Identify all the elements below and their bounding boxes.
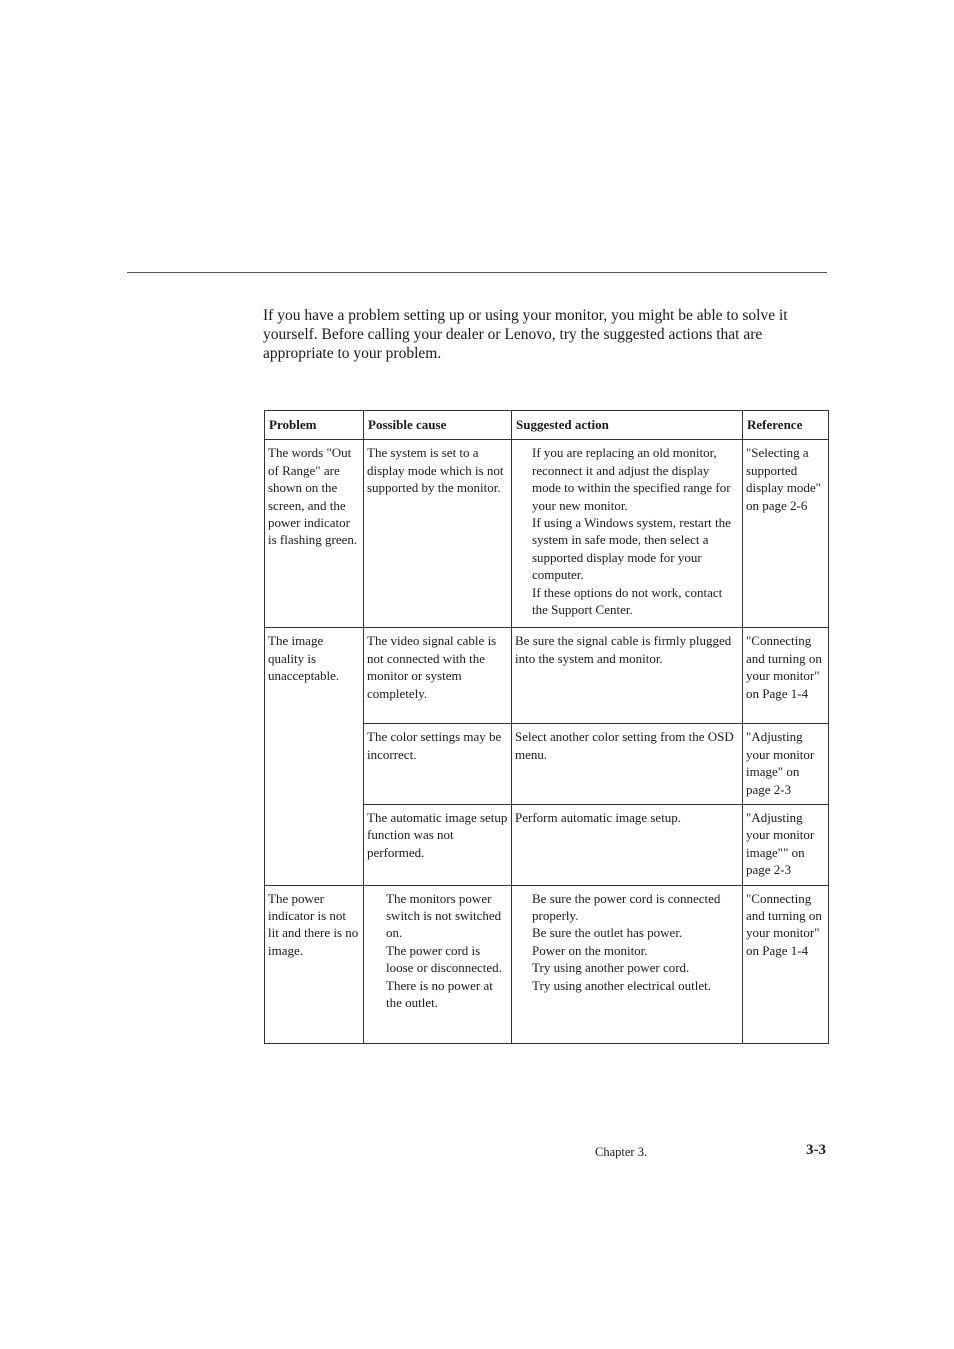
action-cell bbox=[512, 885, 743, 1043]
table-row bbox=[265, 440, 829, 628]
cause-item: The power cord is loose or disconnected. bbox=[386, 942, 502, 976]
reference-cell: "Selecting a supported display mode" on page 2-6 bbox=[743, 440, 829, 628]
reference-cell: "Connecting and turning on your monitor" on Page 1-4 bbox=[743, 885, 829, 1043]
header-possible-cause: Possible cause bbox=[364, 411, 512, 440]
problem-cell: The image quality is unacceptable. bbox=[265, 628, 364, 885]
table-row bbox=[265, 885, 829, 1043]
cause-cell bbox=[364, 885, 512, 1043]
action-item: If using a Windows system, restart the system in safe mode, then select a supported display mode for your computer. bbox=[532, 515, 731, 583]
table-header-row bbox=[265, 411, 829, 440]
table-row bbox=[265, 628, 829, 724]
header-problem: Problem bbox=[265, 411, 364, 440]
action-item: If you are replacing an old monitor, reconnect it and adjust the display mode to within the specified range for your new monitor. bbox=[532, 445, 731, 513]
cause-cell: The automatic image setup function was not performed. bbox=[364, 805, 512, 886]
header-suggested-action: Suggested action bbox=[512, 411, 743, 440]
action-cell bbox=[512, 440, 743, 628]
header-reference: Reference bbox=[743, 411, 829, 440]
footer-chapter: Chapter 3. bbox=[595, 1145, 648, 1159]
reference-cell: "Adjusting your monitor image"" on page 2-3 bbox=[743, 805, 829, 886]
problem-cell: The words "Out of Range" are shown on the screen, and the power indicator is flashing green. bbox=[265, 440, 364, 628]
action-item: Try using another power cord. bbox=[532, 960, 690, 976]
header-rule bbox=[127, 272, 827, 273]
cause-item: The monitors power switch is not switched on. bbox=[386, 890, 502, 941]
cause-cell: The color settings may be incorrect. bbox=[364, 724, 512, 805]
troubleshooting-table bbox=[264, 410, 829, 1044]
reference-cell: "Connecting and turning on your monitor" on Page 1-4 bbox=[743, 628, 829, 724]
action-item: Try using another electrical outlet. bbox=[532, 977, 711, 993]
problem-cell: The power indicator is not lit and there is no image. bbox=[265, 885, 364, 1043]
action-item: Be sure the power cord is connected properly. bbox=[532, 890, 721, 924]
action-item: Be sure the outlet has power. bbox=[532, 925, 683, 941]
action-item: Power on the monitor. bbox=[532, 942, 648, 958]
intro-paragraph: If you have a problem setting up or using your monitor, you might be able to solve it yourself. Before calling your dealer or Lenovo, try the suggested actions that are appropriate to your problem. bbox=[263, 307, 788, 362]
action-item: If these options do not work, contact the Support Center. bbox=[532, 584, 723, 618]
cause-item: There is no power at the outlet. bbox=[386, 977, 493, 1011]
cause-cell: The system is set to a display mode which is not supported by the monitor. bbox=[364, 440, 512, 628]
page-number: 3-3 bbox=[806, 1142, 826, 1158]
action-cell: Perform automatic image setup. bbox=[512, 805, 743, 886]
reference-cell: "Adjusting your monitor image" on page 2-3 bbox=[743, 724, 829, 805]
action-cell: Be sure the signal cable is firmly plugged into the system and monitor. bbox=[512, 628, 743, 724]
action-cell: Select another color setting from the OSD menu. bbox=[512, 724, 743, 805]
cause-cell: The video signal cable is not connected with the monitor or system completely. bbox=[364, 628, 512, 724]
